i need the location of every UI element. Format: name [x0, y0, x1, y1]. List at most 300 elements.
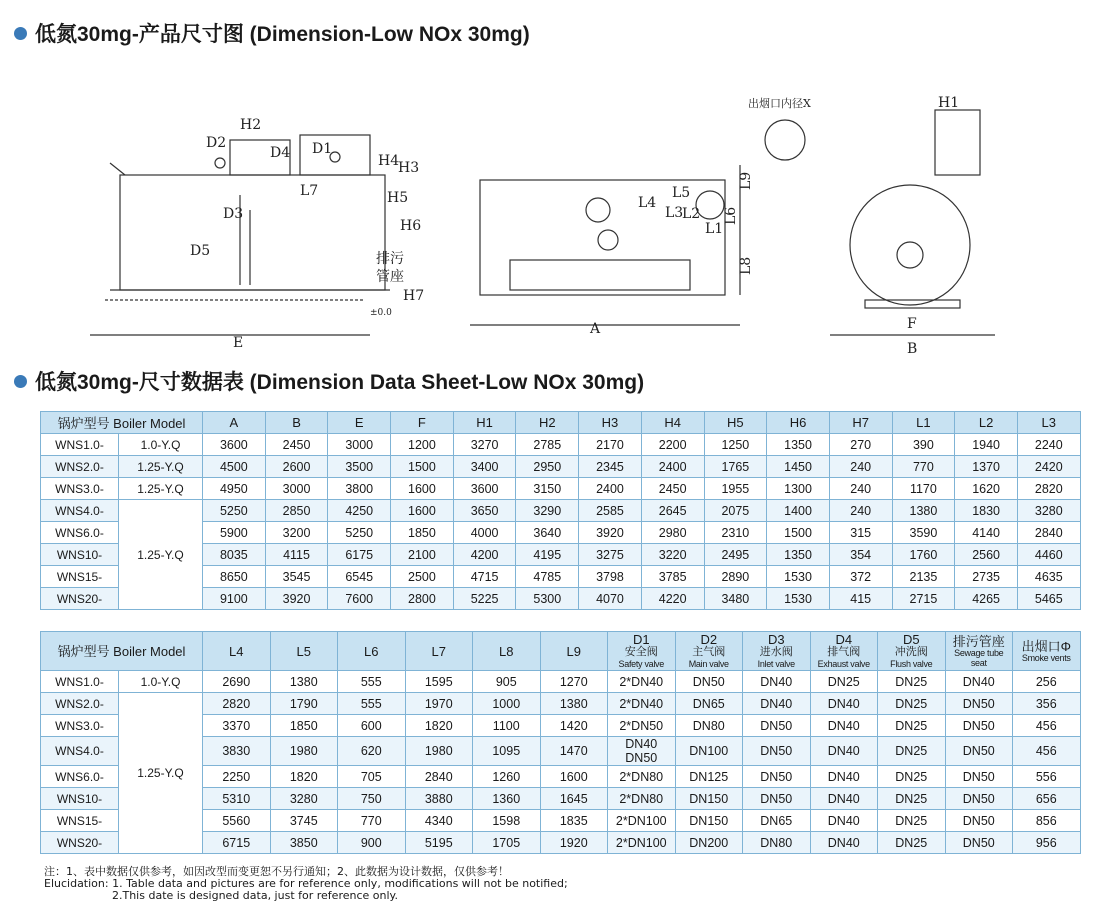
value-cell: 1300	[767, 478, 830, 500]
value-cell: 2075	[704, 500, 767, 522]
table-row	[41, 478, 1081, 500]
header-cn: 安全阀	[624, 646, 658, 658]
value-cell: 8035	[203, 544, 266, 566]
value-cell: 1380	[540, 693, 608, 715]
column-header: L2	[955, 412, 1018, 434]
value-cell: 1270	[540, 671, 608, 693]
value-cell: 900	[338, 832, 406, 854]
value-cell: 2450	[265, 434, 328, 456]
table-row	[41, 500, 1081, 522]
header-code: L8	[499, 643, 514, 659]
value-cell: 856	[1013, 810, 1081, 832]
variant-cell: 1.25-Y.Q	[119, 500, 203, 610]
value-cell: 9100	[203, 588, 266, 610]
drawing-label: ±0.0	[370, 308, 392, 318]
column-header: B	[265, 412, 328, 434]
value-cell: 1920	[540, 832, 608, 854]
notes	[44, 866, 568, 902]
drawing-label: D1	[312, 141, 333, 157]
header-code: 排污管座	[952, 633, 1005, 649]
value-cell: 1250	[704, 434, 767, 456]
value-cell: 3000	[265, 478, 328, 500]
value-cell: 6175	[328, 544, 391, 566]
value-cell: 3920	[265, 588, 328, 610]
model-cell: WNS1.0-	[41, 671, 119, 693]
value-cell: 1980	[405, 737, 473, 766]
value-cell: DN40	[743, 693, 811, 715]
value-cell: 3370	[203, 715, 271, 737]
value-cell: 2560	[955, 544, 1018, 566]
column-header	[810, 632, 878, 671]
value-cell: DN50	[675, 671, 743, 693]
value-cell: 770	[338, 810, 406, 832]
value-cell: 2*DN50	[608, 715, 676, 737]
value-cell: DN125	[675, 766, 743, 788]
value-cell: 4195	[516, 544, 579, 566]
value-cell: 1940	[955, 434, 1018, 456]
column-header: E	[328, 412, 391, 434]
value-cell: DN40	[810, 693, 878, 715]
value-cell: 3220	[641, 544, 704, 566]
value-cell: 3920	[579, 522, 642, 544]
model-cell: WNS15-	[41, 810, 119, 832]
drawing-label: H2	[240, 117, 262, 133]
drawing-label: L3	[665, 205, 684, 221]
value-cell: 2345	[579, 456, 642, 478]
value-cell: 2495	[704, 544, 767, 566]
value-cell: DN150	[675, 788, 743, 810]
column-header	[1013, 632, 1081, 671]
value-cell: 1820	[270, 766, 338, 788]
side-view	[90, 135, 390, 335]
value-cell: 3500	[328, 456, 391, 478]
variant-cell: 1.25-Y.Q	[119, 456, 203, 478]
value-cell: 2170	[579, 434, 642, 456]
value-cell: 3000	[328, 434, 391, 456]
header-code: D5	[902, 632, 920, 647]
column-header: H3	[579, 412, 642, 434]
value-cell: 2*DN80	[608, 788, 676, 810]
column-header	[540, 632, 608, 671]
value-cell: 1600	[391, 500, 454, 522]
value-cell: DN40	[743, 671, 811, 693]
value-cell: 256	[1013, 671, 1081, 693]
model-cell: WNS10-	[41, 788, 119, 810]
drawing-label: H7	[403, 288, 425, 304]
value-cell: DN50	[743, 737, 811, 766]
value-cell: DN25	[878, 671, 946, 693]
column-header	[608, 632, 676, 671]
column-header: F	[391, 412, 454, 434]
value-cell: 1470	[540, 737, 608, 766]
value-cell: DN65	[743, 810, 811, 832]
drawing-label: D2	[206, 135, 227, 151]
value-cell: 415	[829, 588, 892, 610]
value-cell: 3400	[453, 456, 516, 478]
column-header	[405, 632, 473, 671]
value-cell: 1970	[405, 693, 473, 715]
variant-cell: 1.0-Y.Q	[119, 434, 203, 456]
header-code: D2	[700, 632, 718, 647]
value-cell: 1980	[270, 737, 338, 766]
value-cell: 2850	[265, 500, 328, 522]
column-header	[945, 632, 1013, 671]
value-cell: 5900	[203, 522, 266, 544]
value-cell: 2200	[641, 434, 704, 456]
value-cell: DN50	[945, 715, 1013, 737]
value-cell: 1420	[540, 715, 608, 737]
value-cell: 2100	[391, 544, 454, 566]
table-row	[41, 693, 1081, 715]
drawing-label: L9	[738, 171, 754, 190]
column-header	[270, 632, 338, 671]
value-cell: 1600	[540, 766, 608, 788]
value-cell: 2690	[203, 671, 271, 693]
value-cell: 3480	[704, 588, 767, 610]
column-header: H7	[829, 412, 892, 434]
header-code: D4	[835, 632, 853, 647]
column-header	[878, 632, 946, 671]
bullet-icon	[14, 375, 27, 388]
column-header	[203, 632, 271, 671]
value-cell: 2785	[516, 434, 579, 456]
column-header: H5	[704, 412, 767, 434]
value-cell: 1645	[540, 788, 608, 810]
value-cell: 1620	[955, 478, 1018, 500]
value-cell: 3850	[270, 832, 338, 854]
value-cell: 456	[1013, 715, 1081, 737]
model-cell: WNS6.0-	[41, 766, 119, 788]
model-cell: WNS1.0-	[41, 434, 119, 456]
value-cell: 270	[829, 434, 892, 456]
column-header: H2	[516, 412, 579, 434]
value-cell: DN50	[945, 766, 1013, 788]
model-cell: WNS4.0-	[41, 737, 119, 766]
table-row	[41, 456, 1081, 478]
value-cell: DN200	[675, 832, 743, 854]
table-row	[41, 671, 1081, 693]
value-cell: DN40	[945, 671, 1013, 693]
value-cell: 1820	[405, 715, 473, 737]
column-header	[743, 632, 811, 671]
value-cell: 3830	[203, 737, 271, 766]
drawing-label: 排污	[376, 251, 404, 267]
drawing-label: E	[233, 335, 244, 351]
value-cell: 1790	[270, 693, 338, 715]
value-cell: 2890	[704, 566, 767, 588]
value-cell: 5300	[516, 588, 579, 610]
drawing-label: L4	[638, 195, 657, 211]
table-row	[41, 434, 1081, 456]
value-cell: 4200	[453, 544, 516, 566]
value-cell: 750	[338, 788, 406, 810]
value-cell: 3785	[641, 566, 704, 588]
value-cell: DN50	[743, 788, 811, 810]
value-cell: DN100	[675, 737, 743, 766]
value-cell: 556	[1013, 766, 1081, 788]
dimension-table-1	[40, 411, 1081, 610]
value-cell: 6545	[328, 566, 391, 588]
value-cell: 1850	[270, 715, 338, 737]
value-cell: 5310	[203, 788, 271, 810]
variant-cell: 1.0-Y.Q	[119, 671, 203, 693]
note-line: 2.This date is designed data, just for reference only.	[112, 889, 398, 902]
drawing-label: H3	[398, 160, 420, 176]
value-cell: 2*DN100	[608, 810, 676, 832]
drawing-label: 管座	[376, 269, 404, 285]
value-cell: 1835	[540, 810, 608, 832]
value-cell: 770	[892, 456, 955, 478]
value-cell: DN25	[878, 810, 946, 832]
section-title-text: 低氮30mg-产品尺寸图 (Dimension-Low NOx 30mg)	[35, 23, 530, 46]
value-cell: 2400	[641, 456, 704, 478]
value-cell: DN40 DN50	[608, 737, 676, 766]
value-cell: 1830	[955, 500, 1018, 522]
value-cell: 390	[892, 434, 955, 456]
drawing-label: L2	[682, 206, 701, 222]
value-cell: 315	[829, 522, 892, 544]
value-cell: 1500	[767, 522, 830, 544]
dimension-drawings	[90, 85, 1090, 355]
drawing-label: H4	[378, 153, 400, 169]
header-code: L9	[566, 643, 581, 659]
value-cell: 3640	[516, 522, 579, 544]
value-cell: DN50	[945, 693, 1013, 715]
header-cn: 排气阀	[827, 646, 861, 658]
value-cell: 1500	[391, 456, 454, 478]
value-cell: 3800	[328, 478, 391, 500]
value-cell: 2*DN100	[608, 832, 676, 854]
value-cell: 4500	[203, 456, 266, 478]
column-header: H4	[641, 412, 704, 434]
model-cell: WNS3.0-	[41, 478, 119, 500]
value-cell: 1760	[892, 544, 955, 566]
value-cell: 1170	[892, 478, 955, 500]
value-cell: 2600	[265, 456, 328, 478]
value-cell: 4250	[328, 500, 391, 522]
value-cell: DN25	[878, 715, 946, 737]
value-cell: 354	[829, 544, 892, 566]
value-cell: 1000	[473, 693, 541, 715]
value-cell: 240	[829, 456, 892, 478]
value-cell: DN40	[810, 810, 878, 832]
model-cell: WNS15-	[41, 566, 119, 588]
value-cell: DN40	[810, 715, 878, 737]
value-cell: DN40	[810, 737, 878, 766]
value-cell: 2135	[892, 566, 955, 588]
value-cell: DN50	[743, 766, 811, 788]
header-code: D1	[632, 632, 650, 647]
header-cn: 冲洗阀	[894, 646, 928, 658]
column-header: L3	[1017, 412, 1080, 434]
column-header: H6	[767, 412, 830, 434]
section-title-text: 低氮30mg-尺寸数据表 (Dimension Data Sheet-Low NOx 30mg)	[35, 371, 645, 394]
value-cell: 1350	[767, 544, 830, 566]
value-cell: DN40	[810, 788, 878, 810]
value-cell: DN50	[945, 832, 1013, 854]
column-header	[473, 632, 541, 671]
value-cell: 4460	[1017, 544, 1080, 566]
model-cell: WNS20-	[41, 588, 119, 610]
value-cell: 2*DN40	[608, 693, 676, 715]
value-cell: 2840	[405, 766, 473, 788]
value-cell: 2840	[1017, 522, 1080, 544]
variant-cell: 1.25-Y.Q	[119, 478, 203, 500]
model-header: 锅炉型号 Boiler Model	[41, 632, 203, 671]
value-cell: 3590	[892, 522, 955, 544]
header-en: Flush valve	[890, 659, 933, 669]
drawing-label: D4	[270, 145, 291, 161]
value-cell: DN25	[810, 671, 878, 693]
dimension-table-2	[40, 631, 1081, 854]
header-code: D3	[767, 632, 785, 647]
drawing-label: D5	[190, 243, 211, 259]
value-cell: 2715	[892, 588, 955, 610]
model-cell: WNS2.0-	[41, 456, 119, 478]
value-cell: 1530	[767, 566, 830, 588]
value-cell: 4220	[641, 588, 704, 610]
value-cell: DN50	[945, 788, 1013, 810]
value-cell: 456	[1013, 737, 1081, 766]
value-cell: 2645	[641, 500, 704, 522]
value-cell: 2*DN40	[608, 671, 676, 693]
value-cell: 4950	[203, 478, 266, 500]
value-cell: 3270	[453, 434, 516, 456]
value-cell: DN25	[878, 788, 946, 810]
header-en: Smoke vents	[1021, 652, 1071, 663]
model-cell: WNS6.0-	[41, 522, 119, 544]
value-cell: DN50	[945, 737, 1013, 766]
value-cell: 1095	[473, 737, 541, 766]
value-cell: 2450	[641, 478, 704, 500]
value-cell: DN50	[743, 715, 811, 737]
variant-cell: 1.25-Y.Q	[119, 693, 203, 854]
note-line: 注：1、表中数据仅供参考，如因改型而变更恕不另行通知；2、此数据为设计数据，仅供参考！	[44, 865, 509, 878]
drawing-label: L7	[300, 183, 319, 199]
value-cell: 4115	[265, 544, 328, 566]
value-cell: 656	[1013, 788, 1081, 810]
value-cell: 2950	[516, 456, 579, 478]
value-cell: 2735	[955, 566, 1018, 588]
drawing-label-group	[190, 95, 959, 355]
drawing-label: B	[907, 341, 918, 355]
value-cell: 3280	[1017, 500, 1080, 522]
value-cell: 1955	[704, 478, 767, 500]
value-cell: 1200	[391, 434, 454, 456]
value-cell: DN40	[810, 766, 878, 788]
model-cell: WNS3.0-	[41, 715, 119, 737]
header-cn: 主气阀	[692, 646, 726, 658]
value-cell: 1380	[892, 500, 955, 522]
header-cn: 进水阀	[759, 646, 793, 658]
header-en: Sewage tube seat	[954, 647, 1004, 668]
value-cell: 2420	[1017, 456, 1080, 478]
value-cell: 555	[338, 693, 406, 715]
value-cell: DN25	[878, 832, 946, 854]
header-en: Exhaust valve	[817, 659, 870, 669]
value-cell: 1370	[955, 456, 1018, 478]
value-cell: DN25	[878, 693, 946, 715]
model-cell: WNS2.0-	[41, 693, 119, 715]
header-code: L7	[431, 643, 446, 659]
value-cell: 4000	[453, 522, 516, 544]
value-cell: 3200	[265, 522, 328, 544]
value-cell: 4635	[1017, 566, 1080, 588]
value-cell: 600	[338, 715, 406, 737]
value-cell: 3275	[579, 544, 642, 566]
value-cell: 4340	[405, 810, 473, 832]
header-en: Main valve	[688, 659, 729, 669]
value-cell: 3290	[516, 500, 579, 522]
value-cell: 8650	[203, 566, 266, 588]
value-cell: 1100	[473, 715, 541, 737]
value-cell: DN80	[743, 832, 811, 854]
value-cell: 3880	[405, 788, 473, 810]
value-cell: 555	[338, 671, 406, 693]
value-cell: 5250	[328, 522, 391, 544]
value-cell: 2240	[1017, 434, 1080, 456]
section-title-dimension	[14, 18, 530, 48]
value-cell: 2*DN80	[608, 766, 676, 788]
value-cell: DN50	[945, 810, 1013, 832]
value-cell: 2820	[203, 693, 271, 715]
column-header: A	[203, 412, 266, 434]
value-cell: 2585	[579, 500, 642, 522]
model-header: 锅炉型号 Boiler Model	[41, 412, 203, 434]
value-cell: 4265	[955, 588, 1018, 610]
drawing-label: L5	[672, 185, 691, 201]
value-cell: 956	[1013, 832, 1081, 854]
drawing-label: L6	[723, 206, 739, 225]
value-cell: 1850	[391, 522, 454, 544]
value-cell: 372	[829, 566, 892, 588]
value-cell: DN150	[675, 810, 743, 832]
value-cell: DN25	[878, 766, 946, 788]
value-cell: 3150	[516, 478, 579, 500]
value-cell: 4785	[516, 566, 579, 588]
value-cell: 3600	[203, 434, 266, 456]
column-header	[675, 632, 743, 671]
drawing-label: H5	[387, 190, 409, 206]
value-cell: 1530	[767, 588, 830, 610]
value-cell: 1450	[767, 456, 830, 478]
value-cell: 5465	[1017, 588, 1080, 610]
model-cell: WNS4.0-	[41, 500, 119, 522]
value-cell: 3280	[270, 788, 338, 810]
value-cell: 905	[473, 671, 541, 693]
value-cell: DN25	[878, 737, 946, 766]
value-cell: 1350	[767, 434, 830, 456]
drawing-label: 出烟口内径X	[748, 97, 811, 110]
column-header	[338, 632, 406, 671]
value-cell: 3650	[453, 500, 516, 522]
value-cell: 2400	[579, 478, 642, 500]
value-cell: 1260	[473, 766, 541, 788]
value-cell: 1705	[473, 832, 541, 854]
end-view	[765, 110, 995, 335]
value-cell: 240	[829, 500, 892, 522]
value-cell: 4715	[453, 566, 516, 588]
header-code: L6	[364, 643, 379, 659]
note-line: Elucidation: 1. Table data and pictures are for reference only, modifications will not be notified;	[44, 877, 568, 890]
header-code: 出烟口Φ	[1021, 638, 1071, 654]
drawing-label: H6	[400, 218, 422, 234]
value-cell: 1400	[767, 500, 830, 522]
column-header: L1	[892, 412, 955, 434]
value-cell: 6715	[203, 832, 271, 854]
model-cell: WNS10-	[41, 544, 119, 566]
value-cell: 3600	[453, 478, 516, 500]
